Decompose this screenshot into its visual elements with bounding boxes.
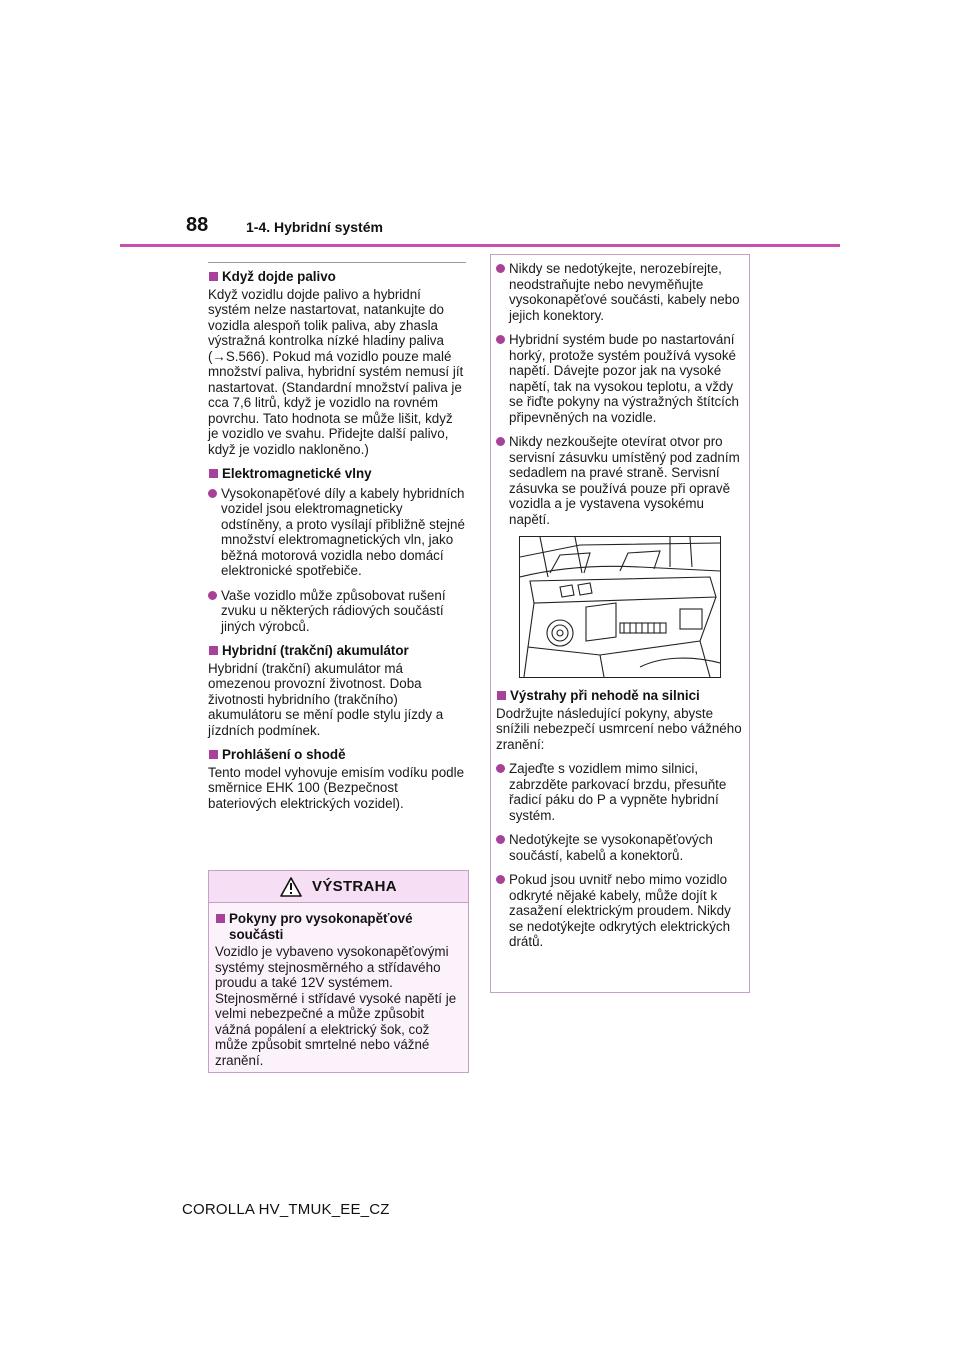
list-item: Vaše vozidlo může způsobovat rušení zvuku u některých rádiových součástí jiných výrobců. [208, 588, 466, 635]
circle-bullet-icon [496, 264, 505, 273]
service-plug-illustration [519, 536, 721, 678]
header-divider [120, 244, 840, 247]
section-title: 1-4. Hybridní systém [246, 219, 383, 235]
battery-paragraph: Hybridní (trakční) akumulátor má omezenou provozní životnost. Doba životnosti hybridního (trakčního) akumulátoru se mění podle stylu jízdy a jízdních podmínek. [208, 660, 444, 738]
circle-bullet-icon [496, 335, 505, 344]
warning-triangle-icon [280, 877, 302, 897]
column-divider [208, 262, 466, 263]
section-heading-battery: Hybridní (trakční) akumulátor [208, 643, 466, 659]
left-column [208, 262, 466, 820]
list-item: Zajeďte s vozidlem mimo silnici, zabrzděte parkovací brzdu, přesuňte řadicí páku do P a vypněte hybridní systém. [496, 761, 744, 823]
list-item: Nikdy nezkoušejte otevírat otvor pro servisní zásuvku umístěný pod zadním sedadlem na pravé straně. Servisní zásuvka se používá pouze při opravě vozidla a je vystavena vysokému napětí. [496, 434, 744, 527]
circle-bullet-icon [208, 591, 217, 600]
warning-header [209, 871, 468, 903]
warning-box [208, 870, 469, 1073]
square-bullet-icon [209, 646, 218, 655]
accident-heading: Výstrahy při nehodě na silnici [496, 688, 744, 704]
list-item: Nikdy se nedotýkejte, nerozebírejte, neodstraňujte nebo nevyměňujte vysokonapěťové součásti, kabely nebo jejich konektory. [496, 261, 744, 323]
circle-bullet-icon [208, 489, 217, 498]
square-bullet-icon [209, 750, 218, 759]
square-bullet-icon [497, 691, 506, 700]
accident-intro: Dodržujte následující pokyny, abyste snížili nebezpečí usmrcení nebo vážného zranění: [496, 705, 742, 752]
right-warning-panel [490, 254, 750, 993]
circle-bullet-icon [496, 437, 505, 446]
list-item: Pokud jsou uvnitř nebo mimo vozidlo odkryté nějaké kabely, může dojít k zasažení elektrickým proudem. Nikdy se nedotýkejte odkrytých elektrických drátů. [496, 872, 744, 950]
section-heading-em-waves: Elektromagnetické vlny [208, 466, 466, 482]
fuel-paragraph: Když vozidlu dojde palivo a hybridní systém nelze nastartovat, natankujte do vozidla alespoň tolik paliva, aby zhasla výstražná kontrolka nízké hladiny paliva (→S.566). Pokud má vozidlo pouze malé množství paliva, hybridní systém nemusí jít nastartovat. (Standardní množství paliva je cca 7,6 litrů, když je vozidlo na rovném povrchu. Tato hodnota se může lišit, když je vozidlo ve svahu. Přidejte další palivo, když je vozidlo nakloněno.) [208, 286, 464, 457]
circle-bullet-icon [496, 835, 505, 844]
square-bullet-icon [209, 272, 218, 281]
page-number: 88 [186, 214, 209, 236]
warning-body [209, 903, 468, 1083]
warning-label: VÝSTRAHA [312, 878, 397, 895]
footer-model-code: COROLLA HV_TMUK_EE_CZ [182, 1201, 390, 1218]
list-item: Vysokonapěťové díly a kabely hybridních vozidel jsou elektromagneticky odstíněny, a proto vysílají přibližně stejné množství elektromagnetických vln, jako běžná motorová vozidla nebo domácí elektronické spotřebiče. [208, 486, 466, 579]
circle-bullet-icon [496, 875, 505, 884]
section-heading-conformity: Prohlášení o shodě [208, 747, 466, 763]
list-item: Hybridní systém bude po nastartování horký, protože systém používá vysoké napětí. Dávejte pozor jak na vysoké napětí, tak na vysokou teplotu, a vždy se řiďte pokyny na výstražných štítcích připevněných na vozidle. [496, 332, 744, 425]
warning-heading: Pokyny pro vysokonapěťové součásti [215, 911, 462, 942]
square-bullet-icon [209, 469, 218, 478]
conformity-paragraph: Tento model vyhovuje emisím vodíku podle směrnice EHK 100 (Bezpečnost bateriových elektrických vozidel). [208, 764, 465, 811]
circle-bullet-icon [496, 764, 505, 773]
list-item: Nedotýkejte se vysokonapěťových součástí, kabelů a konektorů. [496, 832, 744, 863]
section-heading-fuel: Když dojde palivo [208, 269, 466, 285]
warning-text: Vozidlo je vybaveno vysokonapěťovými systémy stejnosměrného a střídavého proudu a také 12V systémem. Stejnosměrné i střídavé vysoké napětí je velmi nebezpečné a může způsobit vážná popálení a elektrický šok, což může způsobit smrtelné nebo vážné zranění. [215, 944, 457, 1068]
square-bullet-icon [216, 914, 225, 923]
